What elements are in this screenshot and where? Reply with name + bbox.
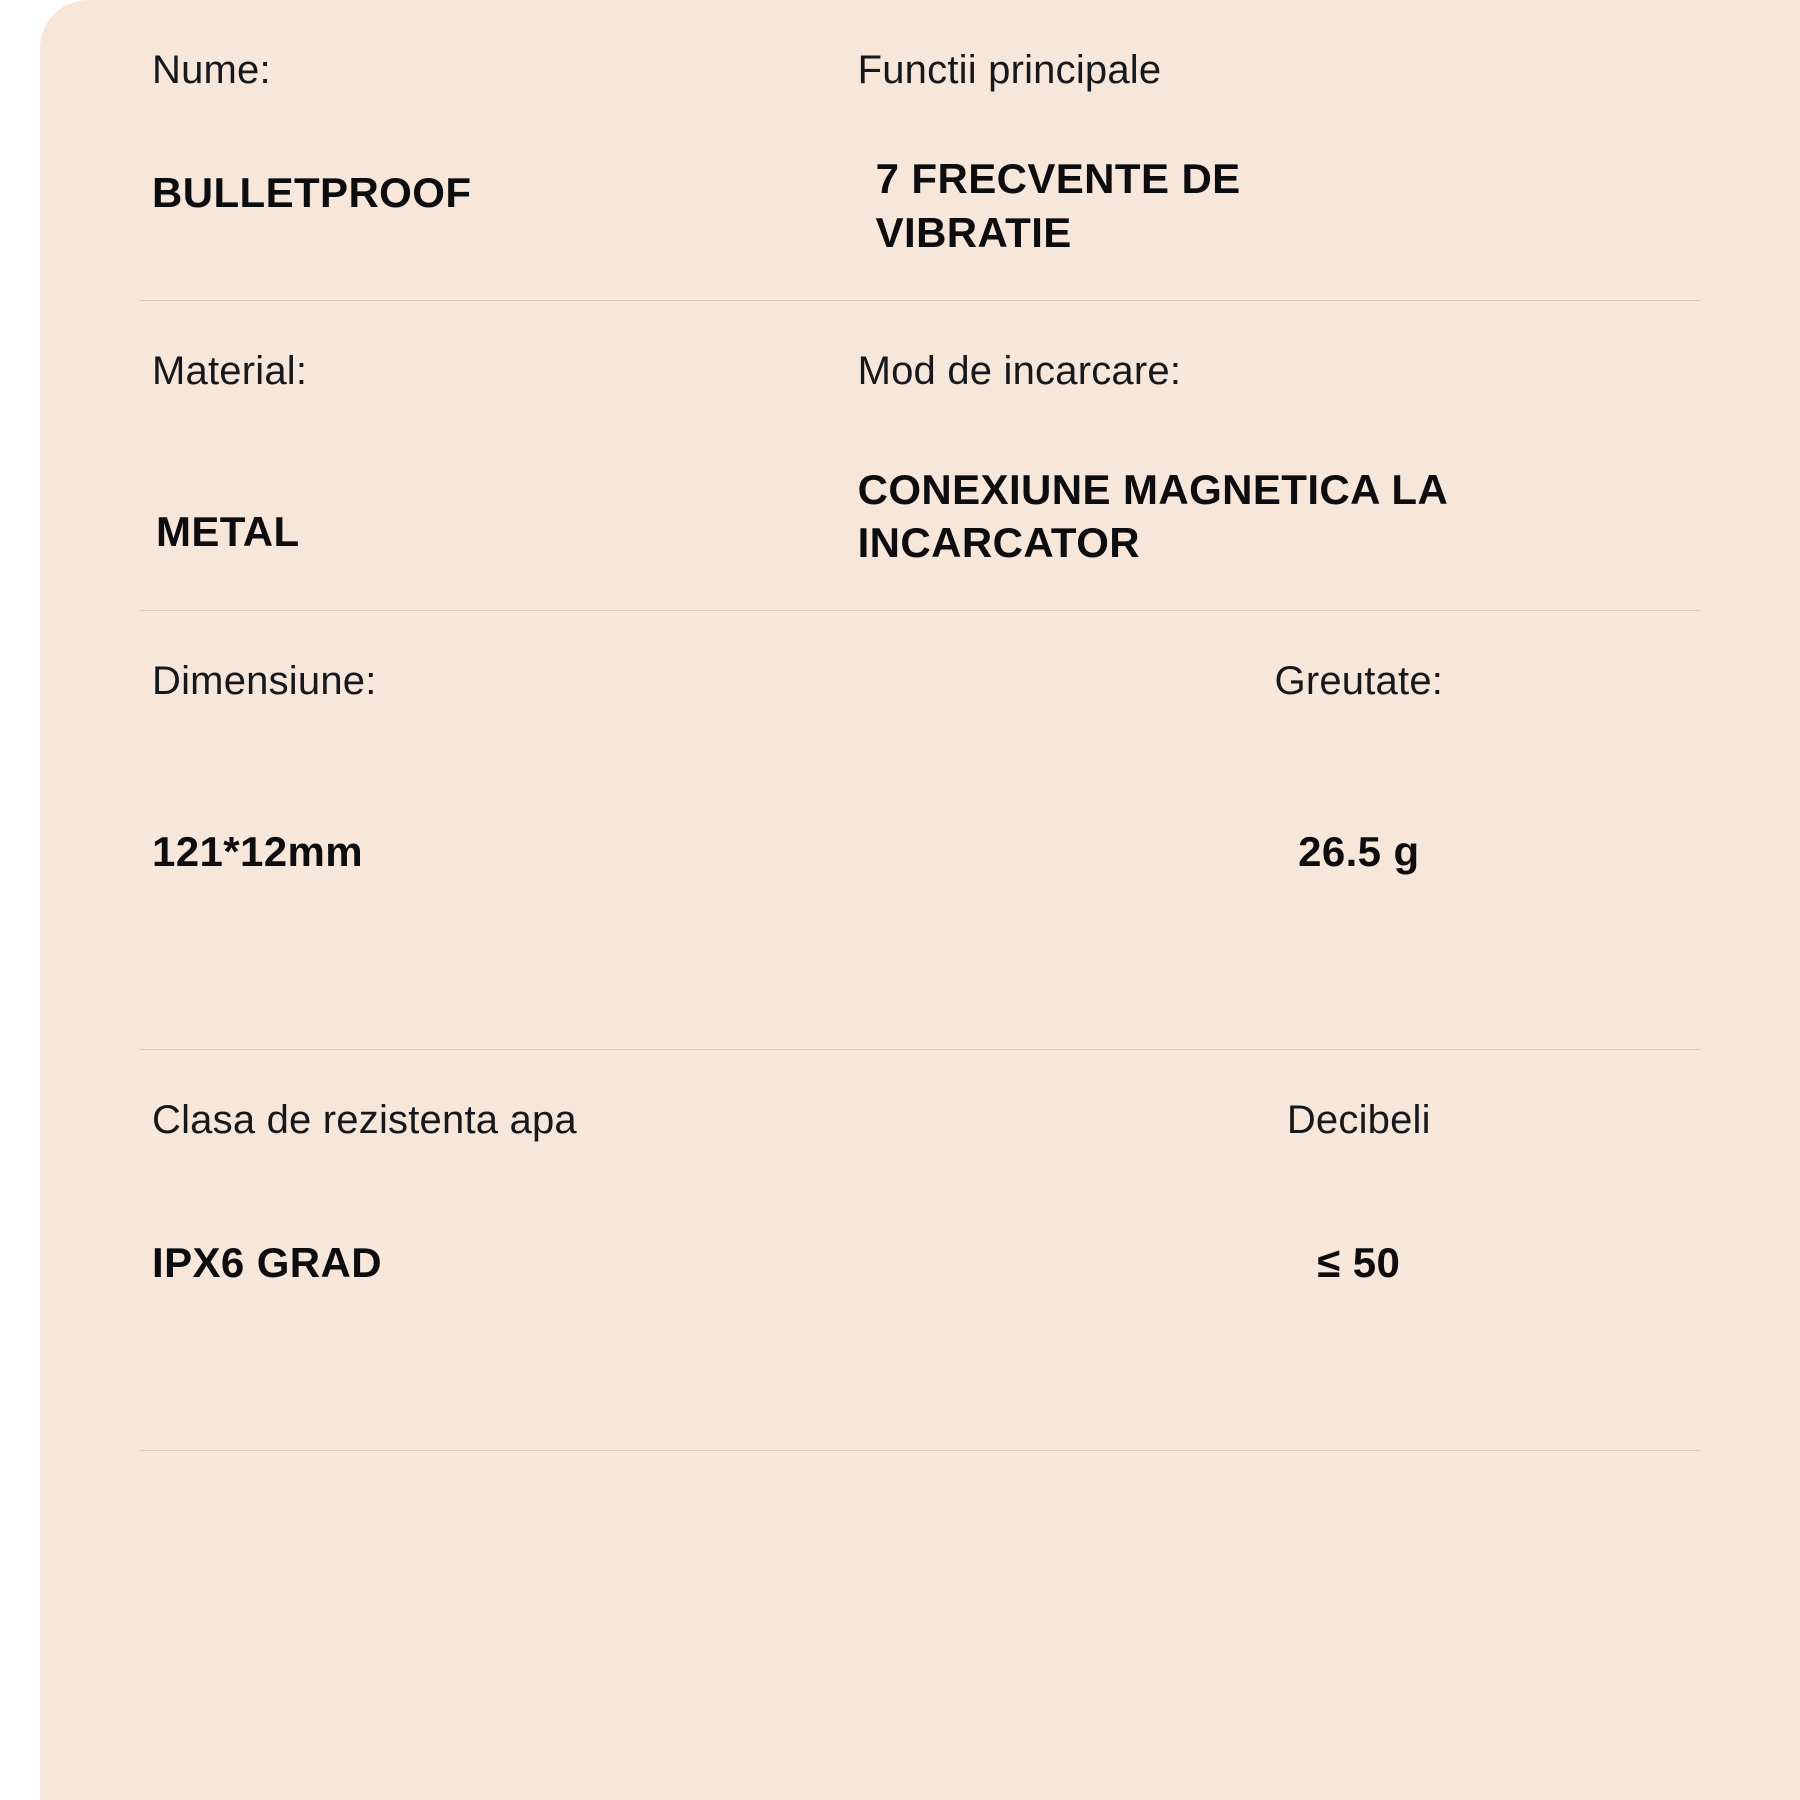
spec-label: Clasa de rezistenta apa bbox=[152, 1097, 577, 1142]
spec-value: 121*12mm bbox=[152, 828, 364, 875]
spec-table bbox=[140, 0, 1700, 1451]
row-divider bbox=[140, 919, 1700, 1050]
divider-line bbox=[140, 1450, 1700, 1451]
product-spec-card bbox=[40, 0, 1800, 1800]
spec-label: Greutate: bbox=[1274, 659, 1444, 703]
spec-row bbox=[140, 301, 1700, 611]
spec-row bbox=[140, 0, 1700, 300]
spec-row bbox=[140, 611, 1700, 919]
spec-value: IPX6 GRAD bbox=[152, 1238, 382, 1286]
spec-label: Nume: bbox=[152, 48, 271, 92]
row-divider bbox=[140, 1330, 1700, 1451]
spec-cell-charging-mode bbox=[858, 301, 1700, 611]
spec-cell-water-resistance bbox=[140, 1050, 858, 1330]
spec-value: BULLETPROOF bbox=[152, 169, 472, 216]
spec-value: ≤ 50 bbox=[1317, 1238, 1401, 1286]
spec-cell-name bbox=[140, 0, 858, 300]
spec-cell-decibels bbox=[858, 1050, 1700, 1330]
spec-value: 26.5 g bbox=[1298, 828, 1420, 875]
spec-label: Functii principale bbox=[857, 48, 1162, 92]
spec-value: METAL bbox=[156, 507, 300, 555]
spec-cell-main-functions bbox=[858, 0, 1700, 300]
spec-cell-weight bbox=[858, 611, 1700, 919]
spec-cell-dimension bbox=[140, 611, 858, 919]
spec-value: 7 FRECVENTE DE VIBRATIE bbox=[875, 155, 1241, 256]
spec-label: Mod de incarcare: bbox=[857, 348, 1182, 393]
spec-label: Dimensiune: bbox=[152, 659, 377, 703]
spec-label: Material: bbox=[152, 348, 308, 393]
spec-row bbox=[140, 1050, 1700, 1330]
spec-cell-material bbox=[140, 301, 858, 611]
spec-label: Decibeli bbox=[1286, 1097, 1431, 1142]
spec-value: CONEXIUNE MAGNETICA LA INCARCATOR bbox=[857, 465, 1447, 567]
